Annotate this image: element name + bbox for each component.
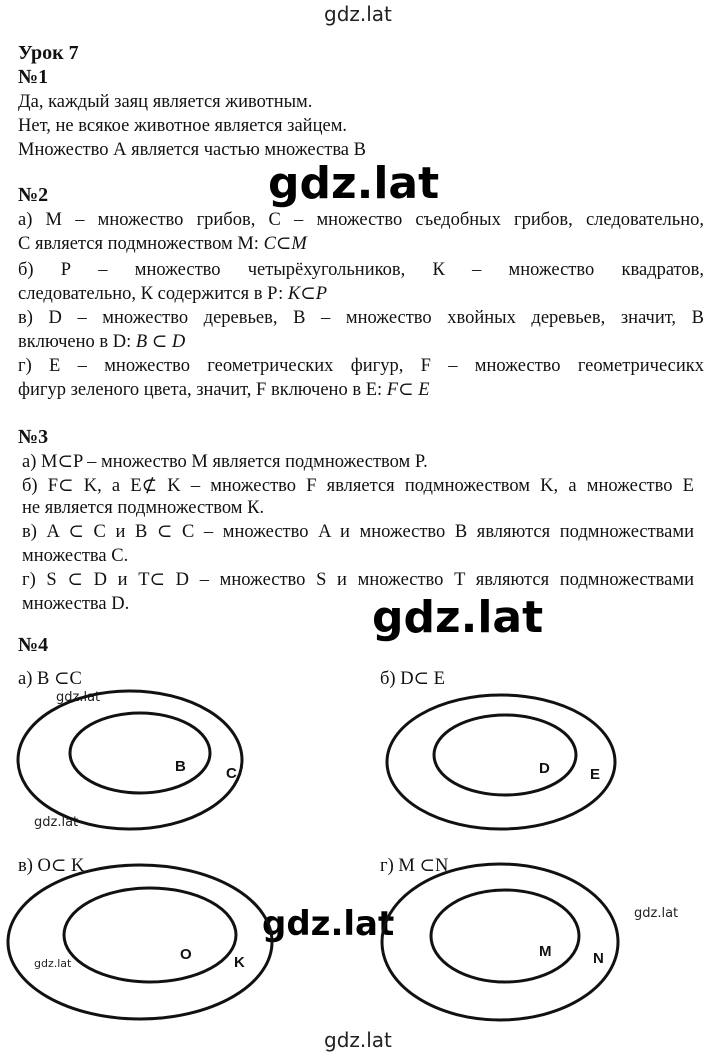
task2-v-text: включено в D:: [18, 332, 132, 352]
task3-number: №3: [18, 426, 49, 448]
watermark-large-2: gdz.lat: [372, 592, 544, 643]
diagram-v-outer-label: K: [234, 954, 245, 971]
task2-b-text: следовательно, К содержится в Р:: [18, 284, 284, 304]
task3-a: а) M⊂P – множество M является подмножеством P.: [22, 452, 428, 472]
diagram-a-outer-label: C: [226, 765, 237, 782]
diagram-g-outer-label: N: [593, 950, 604, 967]
diagram-b-caption: б) D⊂ E: [380, 669, 445, 689]
diagram-g-caption: г) M ⊂N: [380, 856, 449, 876]
watermark-small-4: gdz.lat: [634, 906, 679, 921]
task1-line-2: Нет, не всякое животное является зайцем.: [18, 116, 348, 136]
diagram-b-inner-ellipse: [434, 715, 576, 795]
task2-v-line-1: в) D – множество деревьев, В – множество хвойных деревьев, значит, В: [18, 308, 704, 328]
task2-a-formula: C⊂M: [263, 234, 307, 254]
watermark-large-1: gdz.lat: [268, 158, 440, 209]
diagram-v-inner-label: O: [180, 946, 192, 963]
task4-number: №4: [18, 634, 49, 656]
task2-a-line-1: а) М – множество грибов, С – множество съедобных грибов, следовательно,: [18, 210, 704, 230]
task2-b-line-1: б) Р – множество четырёхугольников, К – множество квадратов,: [18, 260, 704, 280]
diagram-g-inner-ellipse: [431, 890, 579, 982]
diagram-g-inner-label: M: [539, 943, 552, 960]
task3-b-line-2: не является подмножеством К.: [22, 498, 265, 518]
diagram-a-inner-label: B: [175, 758, 186, 775]
diagram-g-outer-ellipse: [382, 864, 618, 1020]
task3-v-line-2: множества C.: [22, 546, 129, 566]
task1-line-3: Множество А является частью множества В: [18, 140, 366, 160]
diagram-a-inner-ellipse: [70, 713, 210, 793]
task2-b-formula: K⊂P: [287, 284, 328, 304]
watermark-bottom: gdz.lat: [324, 1028, 392, 1052]
task3-b-line-1: б) F⊂ K, а E⊄ K – множество F является подмножеством K, а множество E: [22, 476, 694, 496]
watermark-large-3: gdz.lat: [262, 904, 395, 944]
watermark-top: gdz.lat: [324, 2, 392, 26]
task3-g-line-2: множества D.: [22, 594, 130, 614]
diagram-b-inner-label: D: [539, 760, 550, 777]
task2-a-text: С является подмножеством М:: [18, 234, 259, 254]
lesson-title: Урок 7: [18, 42, 79, 64]
diagram-a-caption: а) B ⊂C: [18, 669, 82, 689]
task3-g-line-1: г) S ⊂ D и T⊂ D – множество S и множество T являются подмножествами: [22, 570, 694, 590]
watermark-small-1: gdz.lat: [56, 690, 101, 705]
task2-v-formula: B ⊂ D: [135, 332, 186, 352]
task2-number: №2: [18, 184, 49, 206]
diagram-v-caption: в) O⊂ K: [18, 856, 85, 876]
task3-v-line-1: в) A ⊂ C и B ⊂ C – множество A и множество B являются подмножествами: [22, 522, 694, 542]
diagram-b-outer-label: E: [590, 766, 601, 783]
task2-g-text: фигур зеленого цвета, значит, F включено в Е:: [18, 380, 383, 400]
task2-g-formula: F⊂ E: [386, 380, 430, 400]
watermark-small-3: gdz.lat: [34, 957, 72, 970]
watermark-small-2: gdz.lat: [34, 815, 79, 830]
task2-g-line-1: г) Е – множество геометрических фигур, F – множество геометричесикх: [18, 356, 704, 376]
task1-number: №1: [18, 66, 49, 88]
task1-line-1: Да, каждый заяц является животным.: [18, 92, 313, 112]
diagram-v-inner-ellipse: [64, 888, 236, 982]
